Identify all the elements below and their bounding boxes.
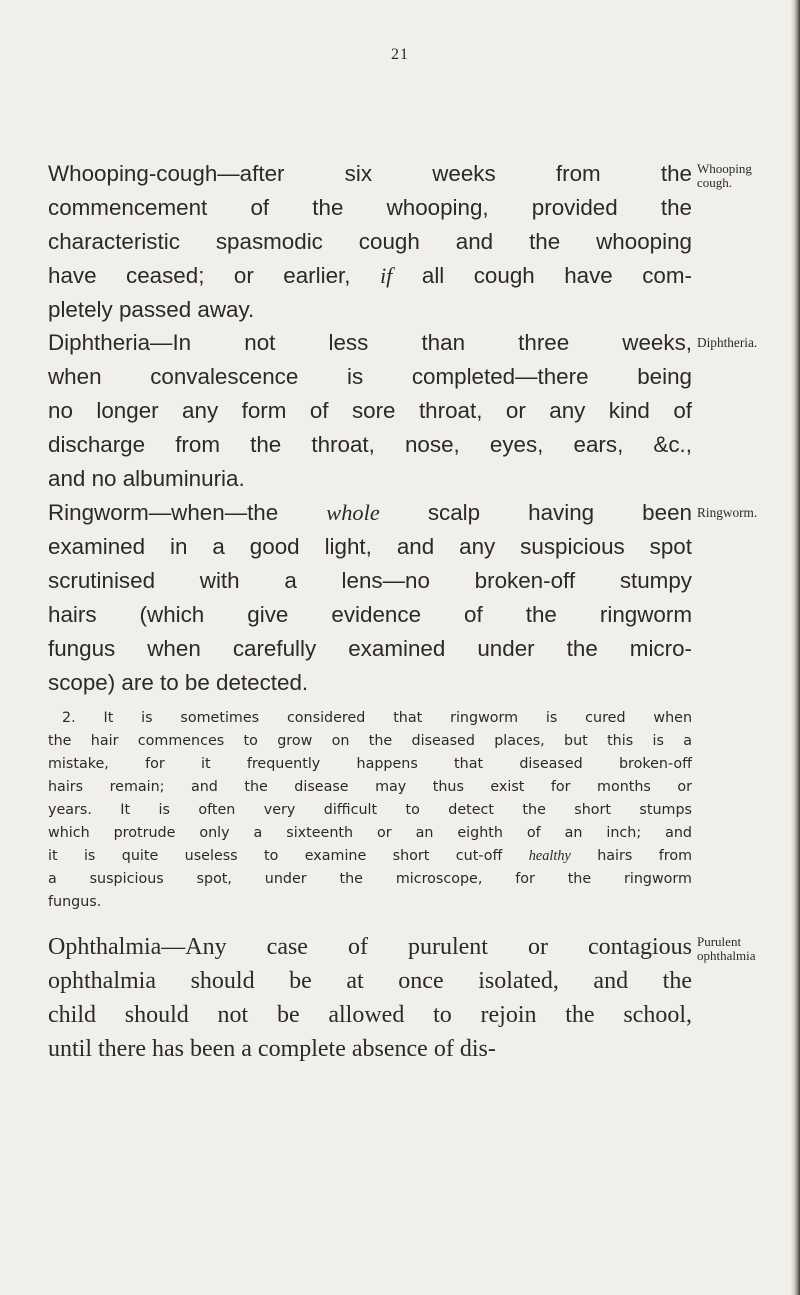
text-line: years. It is often very difficult to detect the short stumps <box>48 802 692 818</box>
margin-note-line: Whooping <box>697 161 752 176</box>
text-line: hairs (which give evidence of the ringworm <box>48 602 692 627</box>
margin-note-line: ophthalmia <box>697 948 756 963</box>
text-line <box>48 497 692 528</box>
text-run: Ringworm—when—the <box>48 500 279 525</box>
text-run: hairs from <box>597 848 692 864</box>
text-line: characteristic spasmodic cough and the whooping <box>48 229 692 254</box>
italic-healthy: healthy <box>528 848 571 864</box>
margin-note-ringworm: Ringworm. <box>697 505 758 520</box>
text-line: child should not be allowed to rejoin the school, <box>48 1002 692 1028</box>
text-line: commencement of the whooping, provided the <box>48 195 692 220</box>
text-line: Diphtheria—In not less than three weeks, <box>48 330 692 355</box>
text-line <box>48 845 692 867</box>
text-run: scalp having been <box>427 500 692 525</box>
text-line <box>48 260 692 291</box>
text-line: and no albuminuria. <box>48 466 245 491</box>
text-run: have ceased; or earlier, <box>48 263 351 288</box>
italic-whole: whole <box>326 500 380 525</box>
text-line: Whooping-cough—after six weeks from the <box>48 161 692 186</box>
text-line: scope) are to be detected. <box>48 670 309 695</box>
text-line: examined in a good light, and any suspicious spot <box>48 534 692 559</box>
text-line: a suspicious spot, under the microscope, for the ringworm <box>48 871 692 887</box>
text-line: when convalescence is completed—there being <box>48 364 692 389</box>
text-line: no longer any form of sore throat, or any kind of <box>48 398 692 423</box>
text-line: hairs remain; and the disease may thus exist for months or <box>48 779 692 795</box>
margin-note-line: Purulent <box>697 934 742 949</box>
text-line: the hair commences to grow on the diseased places, but this is a <box>48 733 692 749</box>
margin-note-whooping-cough <box>697 162 752 190</box>
text-line: discharge from the throat, nose, eyes, ears, &c., <box>48 432 692 457</box>
page-number: 21 <box>391 46 409 63</box>
text-line: scrutinised with a lens—no broken-off stumpy <box>48 568 692 593</box>
text-line: fungus. <box>48 894 102 910</box>
text-line: Ophthalmia—Any case of purulent or contagious <box>48 934 692 960</box>
text-line: mistake, for it frequently happens that diseased broken-off <box>48 756 692 772</box>
text-line: ophthalmia should be at once isolated, and the <box>48 968 692 994</box>
text-line: 2. It is sometimes considered that ringworm is cured when <box>62 710 692 726</box>
text-line: fungus when carefully examined under the micro- <box>48 636 692 661</box>
margin-note-diphtheria: Diphtheria. <box>697 335 758 350</box>
text-line: pletely passed away. <box>48 297 255 322</box>
text-run: all cough have com- <box>421 263 692 288</box>
margin-note-purulent-ophthalmia <box>697 935 756 963</box>
page-edge-shadow <box>790 0 800 1295</box>
text-run: it is quite useless to examine short cut-off <box>48 848 503 864</box>
italic-if: if <box>379 263 393 288</box>
text-line: until there has been a complete absence of dis- <box>48 1036 496 1062</box>
text-line: which protrude only a sixteenth or an eighth of an inch; and <box>48 825 692 841</box>
margin-note-line: cough. <box>697 175 733 190</box>
